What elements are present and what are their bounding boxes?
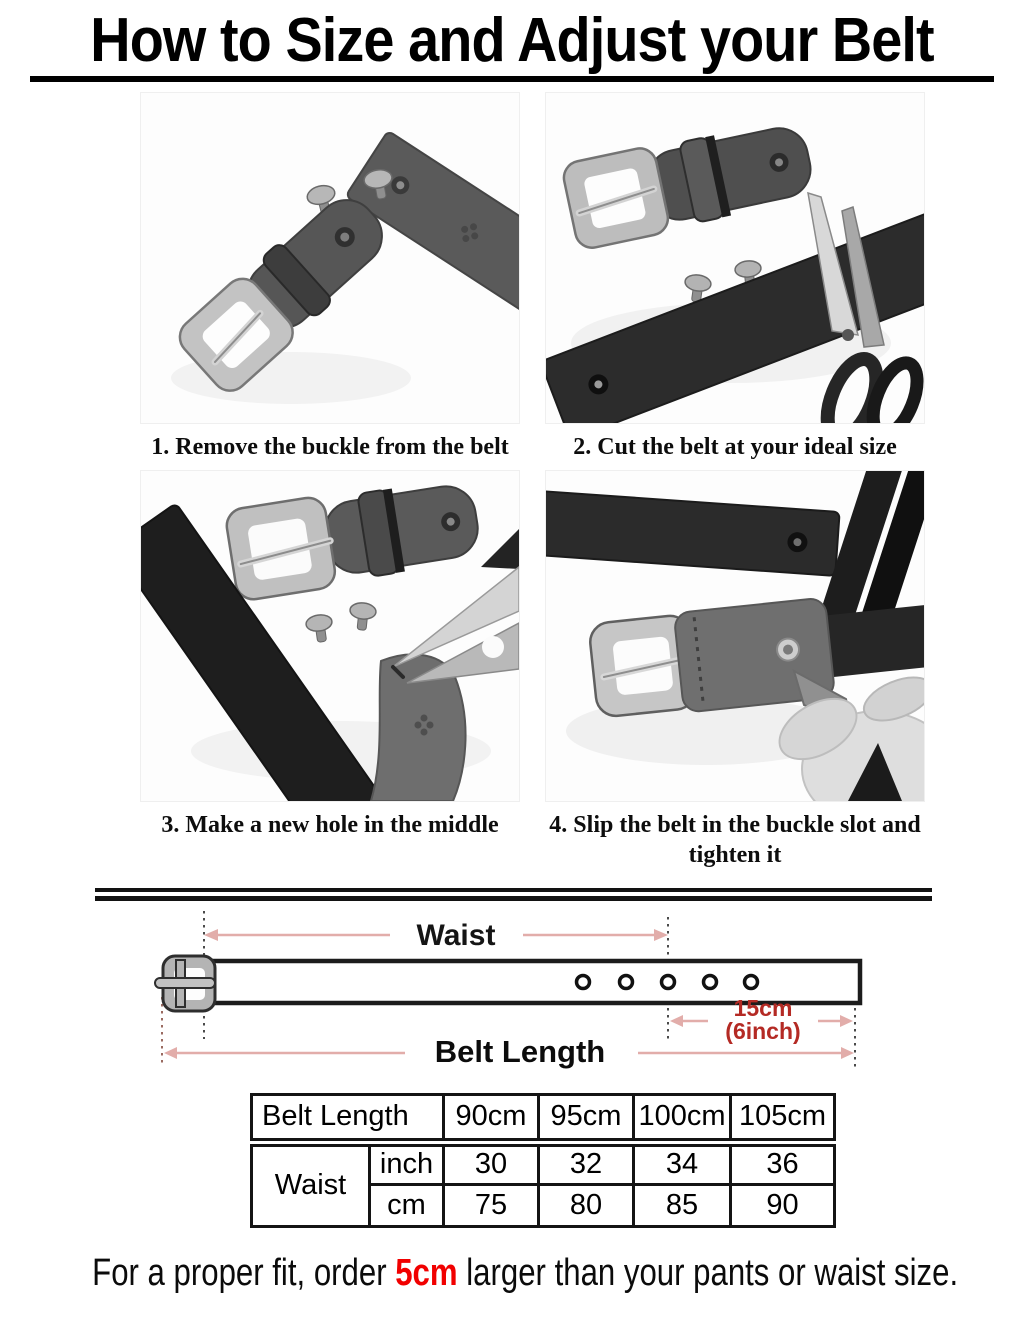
scissors-pivot xyxy=(842,329,854,341)
arrowhead-left xyxy=(164,1047,177,1059)
title-underline xyxy=(30,76,994,82)
belt-length-col: 100cm xyxy=(634,1094,731,1142)
step-3 xyxy=(140,470,520,878)
step-3-caption: 3. Make a new hole in the middle xyxy=(161,811,499,838)
value-cell: 32 xyxy=(539,1142,634,1184)
value-cell: 36 xyxy=(731,1142,835,1184)
size-table xyxy=(250,1093,836,1228)
offset-label-line1: 15cm xyxy=(733,994,793,1021)
note-prefix: For a proper fit, order xyxy=(92,1251,396,1294)
note-suffix: larger than your pants or waist size. xyxy=(457,1251,959,1294)
value-cell: 75 xyxy=(444,1184,539,1226)
steps-grid xyxy=(0,92,1024,878)
belt-length-col: 95cm xyxy=(539,1094,634,1142)
title-block xyxy=(0,0,1024,82)
fit-advice-note xyxy=(92,1251,959,1295)
remove-buckle-illustration xyxy=(141,93,519,423)
offset-label-line2: (6inch) xyxy=(725,1017,801,1044)
arrowhead-right xyxy=(654,929,668,941)
step-1-photo xyxy=(140,92,520,424)
step-2-photo xyxy=(545,92,925,424)
waist-label: Waist xyxy=(416,918,496,952)
belt-measurement-diagram xyxy=(0,907,1024,1081)
belt-diagram-svg xyxy=(0,907,1024,1081)
arrowhead-right xyxy=(840,1015,853,1027)
slip-belt-illustration xyxy=(546,471,924,801)
value-cell: 34 xyxy=(634,1142,731,1184)
unit-cell: inch xyxy=(370,1142,444,1184)
step-3-photo xyxy=(140,470,520,802)
step-4-photo xyxy=(545,470,925,802)
value-cell: 80 xyxy=(539,1184,634,1226)
step-1-caption: 1. Remove the buckle from the belt xyxy=(151,433,509,460)
value-cell: 30 xyxy=(444,1142,539,1184)
arrowhead-right xyxy=(841,1047,854,1059)
note-highlight: 5cm xyxy=(395,1251,458,1294)
belt-length-col: 105cm xyxy=(731,1094,835,1142)
arrowhead-left xyxy=(670,1015,683,1027)
step-4-caption: 4. Slip the belt in the buckle slot and tighten it xyxy=(549,811,921,868)
step-4 xyxy=(545,470,925,878)
corner-cell: Belt Length xyxy=(252,1094,444,1142)
cut-belt-illustration xyxy=(546,93,924,423)
waist-row-label: Waist xyxy=(252,1142,370,1226)
make-hole-illustration xyxy=(141,471,519,801)
buckle-prong xyxy=(155,978,215,988)
table-header-row xyxy=(252,1094,835,1142)
value-cell: 90 xyxy=(731,1184,835,1226)
scissors-finger-hole xyxy=(482,636,504,658)
belt-length-col: 90cm xyxy=(444,1094,539,1142)
step-1 xyxy=(140,92,520,470)
section-divider xyxy=(95,888,932,901)
table-row-inch xyxy=(252,1142,835,1184)
page-title: How to Size and Adjust your Belt xyxy=(90,6,934,75)
step-2 xyxy=(545,92,925,470)
arrowhead-left xyxy=(204,929,218,941)
buckle xyxy=(155,956,215,1011)
belt-length-label: Belt Length xyxy=(434,1033,606,1069)
step-2-caption: 2. Cut the belt at your ideal size xyxy=(573,433,897,460)
value-cell: 85 xyxy=(634,1184,731,1226)
size-table-section xyxy=(250,1093,1024,1228)
unit-cell: cm xyxy=(370,1184,444,1226)
